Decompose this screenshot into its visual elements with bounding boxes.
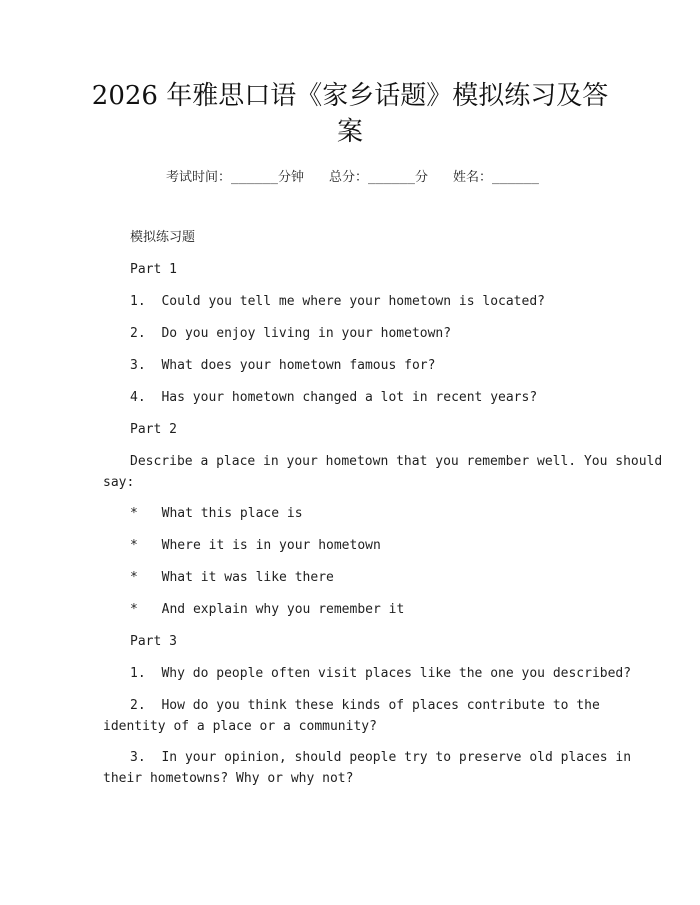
part3-question-3 [130, 749, 631, 767]
part1-question-2 [130, 325, 451, 343]
part2-heading: Part 2 [130, 422, 177, 437]
part3-question-1 [130, 665, 631, 683]
question-text: Why do people often visit places like the one you described? [161, 666, 632, 681]
part1-heading: Part 1 [130, 262, 177, 277]
part1-question-4 [130, 389, 537, 407]
part2-bullet-2 [130, 537, 381, 555]
title-line-1: 2026 年雅思口语《家乡话题》模拟练习及答 [91, 81, 609, 111]
part2-bullet-1 [130, 505, 303, 523]
question-text: In your opinion, should people try to preserve old places in [161, 750, 632, 765]
part1-question-1 [130, 293, 545, 311]
question-text: How do you think these kinds of places contribute to the [161, 698, 600, 713]
question-number: 2. [130, 326, 146, 341]
question-number: 4. [130, 390, 146, 405]
bullet-text: And explain why you remember it [161, 602, 405, 617]
part2-bullet-4 [130, 601, 404, 619]
bullet-mark: * [130, 538, 138, 553]
bullet-mark: * [130, 602, 138, 617]
part2-bullet-3 [130, 569, 334, 587]
part3-question-3-continued: their hometowns? Why or why not? [103, 771, 354, 786]
bullet-mark: * [130, 570, 138, 585]
question-number: 1. [130, 294, 146, 309]
part3-question-2-continued: identity of a place or a community? [103, 719, 377, 734]
part2-prompt-line-2: say: [103, 475, 135, 490]
bullet-mark: * [130, 506, 138, 521]
part1-question-3 [130, 357, 435, 375]
question-text: What does your hometown famous for? [161, 358, 436, 373]
part3-question-2 [130, 697, 600, 715]
total-score-field[interactable]: 总分：______分 [329, 170, 428, 185]
question-number: 2. [130, 698, 146, 713]
bullet-text: What this place is [161, 506, 303, 521]
document-title [60, 78, 640, 150]
part3-heading: Part 3 [130, 634, 177, 649]
bullet-text: What it was like there [161, 570, 334, 585]
exam-time-field[interactable]: 考试时间：______分钟 [166, 170, 304, 185]
name-field[interactable]: 姓名：______ [453, 170, 539, 185]
question-text: Could you tell me where your hometown is located? [161, 294, 545, 309]
part2-prompt-line-1: Describe a place in your hometown that you remember well. You should [130, 454, 663, 469]
question-number: 3. [130, 358, 146, 373]
section-heading: 模拟练习题 [130, 230, 196, 245]
question-text: Do you enjoy living in your hometown? [161, 326, 452, 341]
question-text: Has your hometown changed a lot in recent years? [161, 390, 538, 405]
question-number: 3. [130, 750, 146, 765]
question-number: 1. [130, 666, 146, 681]
bullet-text: Where it is in your hometown [161, 538, 381, 553]
title-line-2: 案 [336, 117, 363, 147]
